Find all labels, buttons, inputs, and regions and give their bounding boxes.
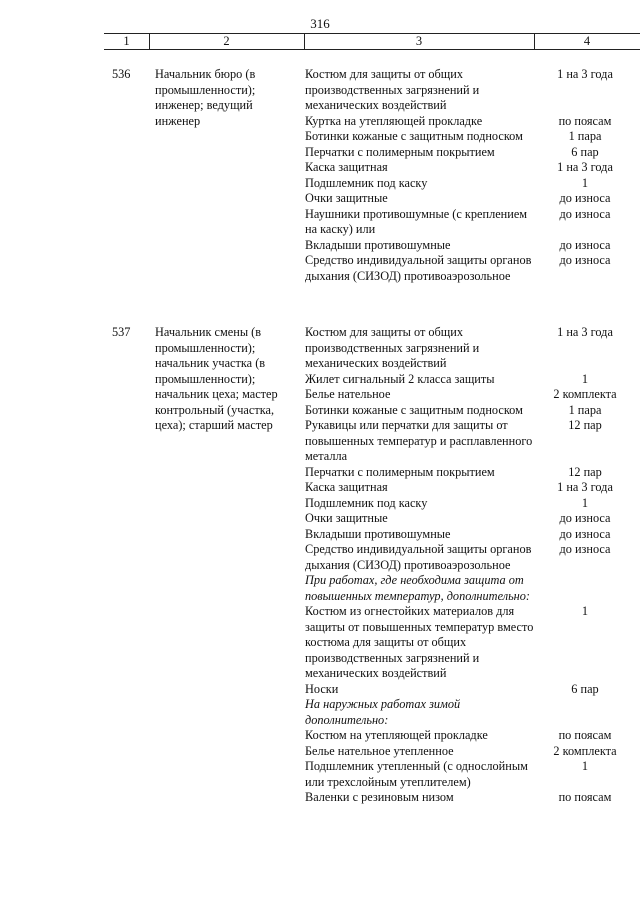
table-header (104, 33, 640, 50)
ppe-item-quantity: 12 пар (568, 464, 602, 479)
header-col-1: 1 (123, 34, 130, 48)
condition-note-row (305, 697, 635, 728)
position-line: инженер (155, 113, 201, 128)
position-line: начальник цеха; мастер (155, 387, 278, 401)
ppe-item-row (305, 527, 635, 543)
ppe-item-quantity: 1 (581, 175, 589, 190)
ppe-item-quantity: 1 (581, 759, 589, 773)
ppe-item-name: Костюм для защиты от общих производственных загрязнений и механических воздействий (305, 67, 480, 112)
ppe-item-row (305, 418, 635, 465)
position-line: цеха); старший мастер (155, 418, 273, 432)
ppe-item-quantity: 1 на 3 года (557, 160, 613, 174)
ppe-item-quantity: 1 на 3 года (557, 480, 613, 494)
entry-number: 536 (112, 67, 131, 81)
ppe-item-row (305, 682, 635, 698)
ppe-item-quantity: 1 на 3 года (557, 67, 613, 81)
ppe-item-quantity: 1 (581, 371, 589, 386)
ppe-item-name: Рукавицы или перчатки для защиты от повышенных температур и расплавленного металла (305, 418, 533, 463)
ppe-item-quantity: 1 (581, 604, 589, 618)
ppe-item-quantity: до износа (559, 526, 611, 541)
ppe-item-quantity: до износа (559, 237, 611, 252)
header-col-3: 3 (415, 34, 423, 48)
ppe-item-row (305, 542, 635, 573)
ppe-item-quantity: до износа (559, 511, 611, 525)
position-line: Начальник смены (в (155, 325, 262, 339)
ppe-item-row (305, 145, 635, 161)
page-number: 316 (310, 16, 330, 31)
ppe-item-row (305, 67, 635, 114)
ppe-item-row (305, 744, 635, 760)
ppe-item-row (305, 238, 635, 254)
ppe-item-quantity: 12 пар (568, 418, 602, 432)
ppe-item-quantity: 6 пар (571, 144, 599, 159)
entry-position (155, 67, 295, 129)
ppe-item-name: Костюм на утепляющей прокладке (305, 728, 488, 742)
ppe-item-row (305, 496, 635, 512)
ppe-item-row (305, 372, 635, 388)
entry-position (155, 325, 295, 434)
ppe-item-row (305, 176, 635, 192)
header-col-2: 2 (223, 34, 230, 48)
ppe-item-name: Каска защитная (305, 160, 388, 174)
ppe-item-name: Носки (305, 681, 339, 696)
ppe-item-name: Белье нательное утепленное (305, 743, 454, 758)
ppe-item-quantity: 1 (581, 495, 589, 510)
entry-items (305, 67, 635, 284)
position-line: промышленности); (155, 340, 256, 355)
ppe-item-name: Костюм из огнестойких материалов для защиты от повышенных температур вместо костюма для защиты от общих производственных загрязнений и механических воздействий (305, 604, 534, 680)
ppe-item-quantity: 1 на 3 года (557, 325, 613, 339)
ppe-item-row (305, 465, 635, 481)
ppe-item-name: Жилет сигнальный 2 класса защиты (305, 371, 495, 386)
ppe-item-name: Очки защитные (305, 191, 388, 205)
entry-number: 537 (112, 325, 131, 339)
ppe-item-name: Очки защитные (305, 511, 388, 525)
condition-note-row (305, 573, 635, 604)
ppe-item-name: Вкладыши противошумные (305, 526, 451, 541)
ppe-item-row (305, 325, 635, 372)
condition-note: При работах, где необходима защита от повышенных температур, дополнительно: (305, 573, 531, 603)
ppe-item-name: Средство индивидуальной защиты органов дыхания (СИЗОД) противоаэрозольное (305, 253, 532, 283)
ppe-item-row (305, 160, 635, 176)
ppe-item-quantity: до износа (559, 253, 611, 267)
ppe-item-row (305, 207, 635, 238)
ppe-item-name: Вкладыши противошумные (305, 237, 451, 252)
ppe-item-name: Куртка на утепляющей прокладке (305, 113, 483, 128)
ppe-item-quantity: до износа (559, 191, 611, 205)
ppe-item-row (305, 387, 635, 403)
ppe-item-row (305, 480, 635, 496)
ppe-item-name: Ботинки кожаные с защитным подноском (305, 402, 523, 417)
ppe-item-name: Ботинки кожаные с защитным подноском (305, 129, 523, 143)
ppe-item-name: Каска защитная (305, 480, 388, 494)
ppe-item-name: Перчатки с полимерным покрытием (305, 464, 495, 479)
ppe-item-row (305, 191, 635, 207)
position-line: промышленности); (155, 82, 256, 97)
condition-note: На наружных работах зимой дополнительно: (305, 697, 461, 727)
ppe-item-name: Средство индивидуальной защиты органов дыхания (СИЗОД) противоаэрозольное (305, 542, 532, 572)
ppe-item-row (305, 728, 635, 744)
ppe-item-quantity: 1 пара (568, 402, 602, 417)
ppe-item-quantity: 2 комплекта (553, 387, 617, 401)
ppe-item-quantity: до износа (559, 206, 611, 221)
ppe-item-quantity: по поясам (558, 728, 612, 742)
ppe-item-quantity: по поясам (558, 790, 612, 804)
ppe-item-quantity: 2 комплекта (553, 743, 617, 758)
ppe-item-row (305, 253, 635, 284)
ppe-item-row (305, 511, 635, 527)
ppe-item-name: Валенки с резиновым низом (305, 790, 454, 804)
ppe-item-name: Подшлемник под каску (305, 175, 428, 190)
position-line: инженер; ведущий (155, 98, 253, 112)
position-line: начальник участка (в (155, 356, 266, 370)
ppe-item-row (305, 403, 635, 419)
entry-items (305, 325, 635, 806)
ppe-item-row (305, 790, 635, 806)
ppe-item-name: Подшлемник под каску (305, 495, 428, 510)
ppe-item-row (305, 129, 635, 145)
ppe-item-row (305, 759, 635, 790)
ppe-item-name: Перчатки с полимерным покрытием (305, 144, 495, 159)
ppe-item-quantity: по поясам (558, 113, 612, 128)
position-line: Начальник бюро (в (155, 67, 256, 81)
ppe-item-row (305, 114, 635, 130)
position-line: промышленности); (155, 371, 256, 386)
ppe-item-quantity: 1 пара (568, 129, 602, 143)
ppe-item-name: Костюм для защиты от общих производственных загрязнений и механических воздействий (305, 325, 480, 370)
ppe-item-row (305, 604, 635, 682)
ppe-item-name: Наушники противошумные (с креплением на каску) или (305, 206, 528, 236)
ppe-item-name: Подшлемник утепленный (с однослойным или трехслойным утеплителем) (305, 759, 528, 789)
ppe-item-name: Белье нательное (305, 387, 391, 401)
ppe-item-quantity: 6 пар (571, 681, 599, 696)
ppe-item-quantity: до износа (559, 542, 611, 556)
header-col-4: 4 (583, 34, 591, 48)
position-line: контрольный (участка, (155, 402, 275, 417)
